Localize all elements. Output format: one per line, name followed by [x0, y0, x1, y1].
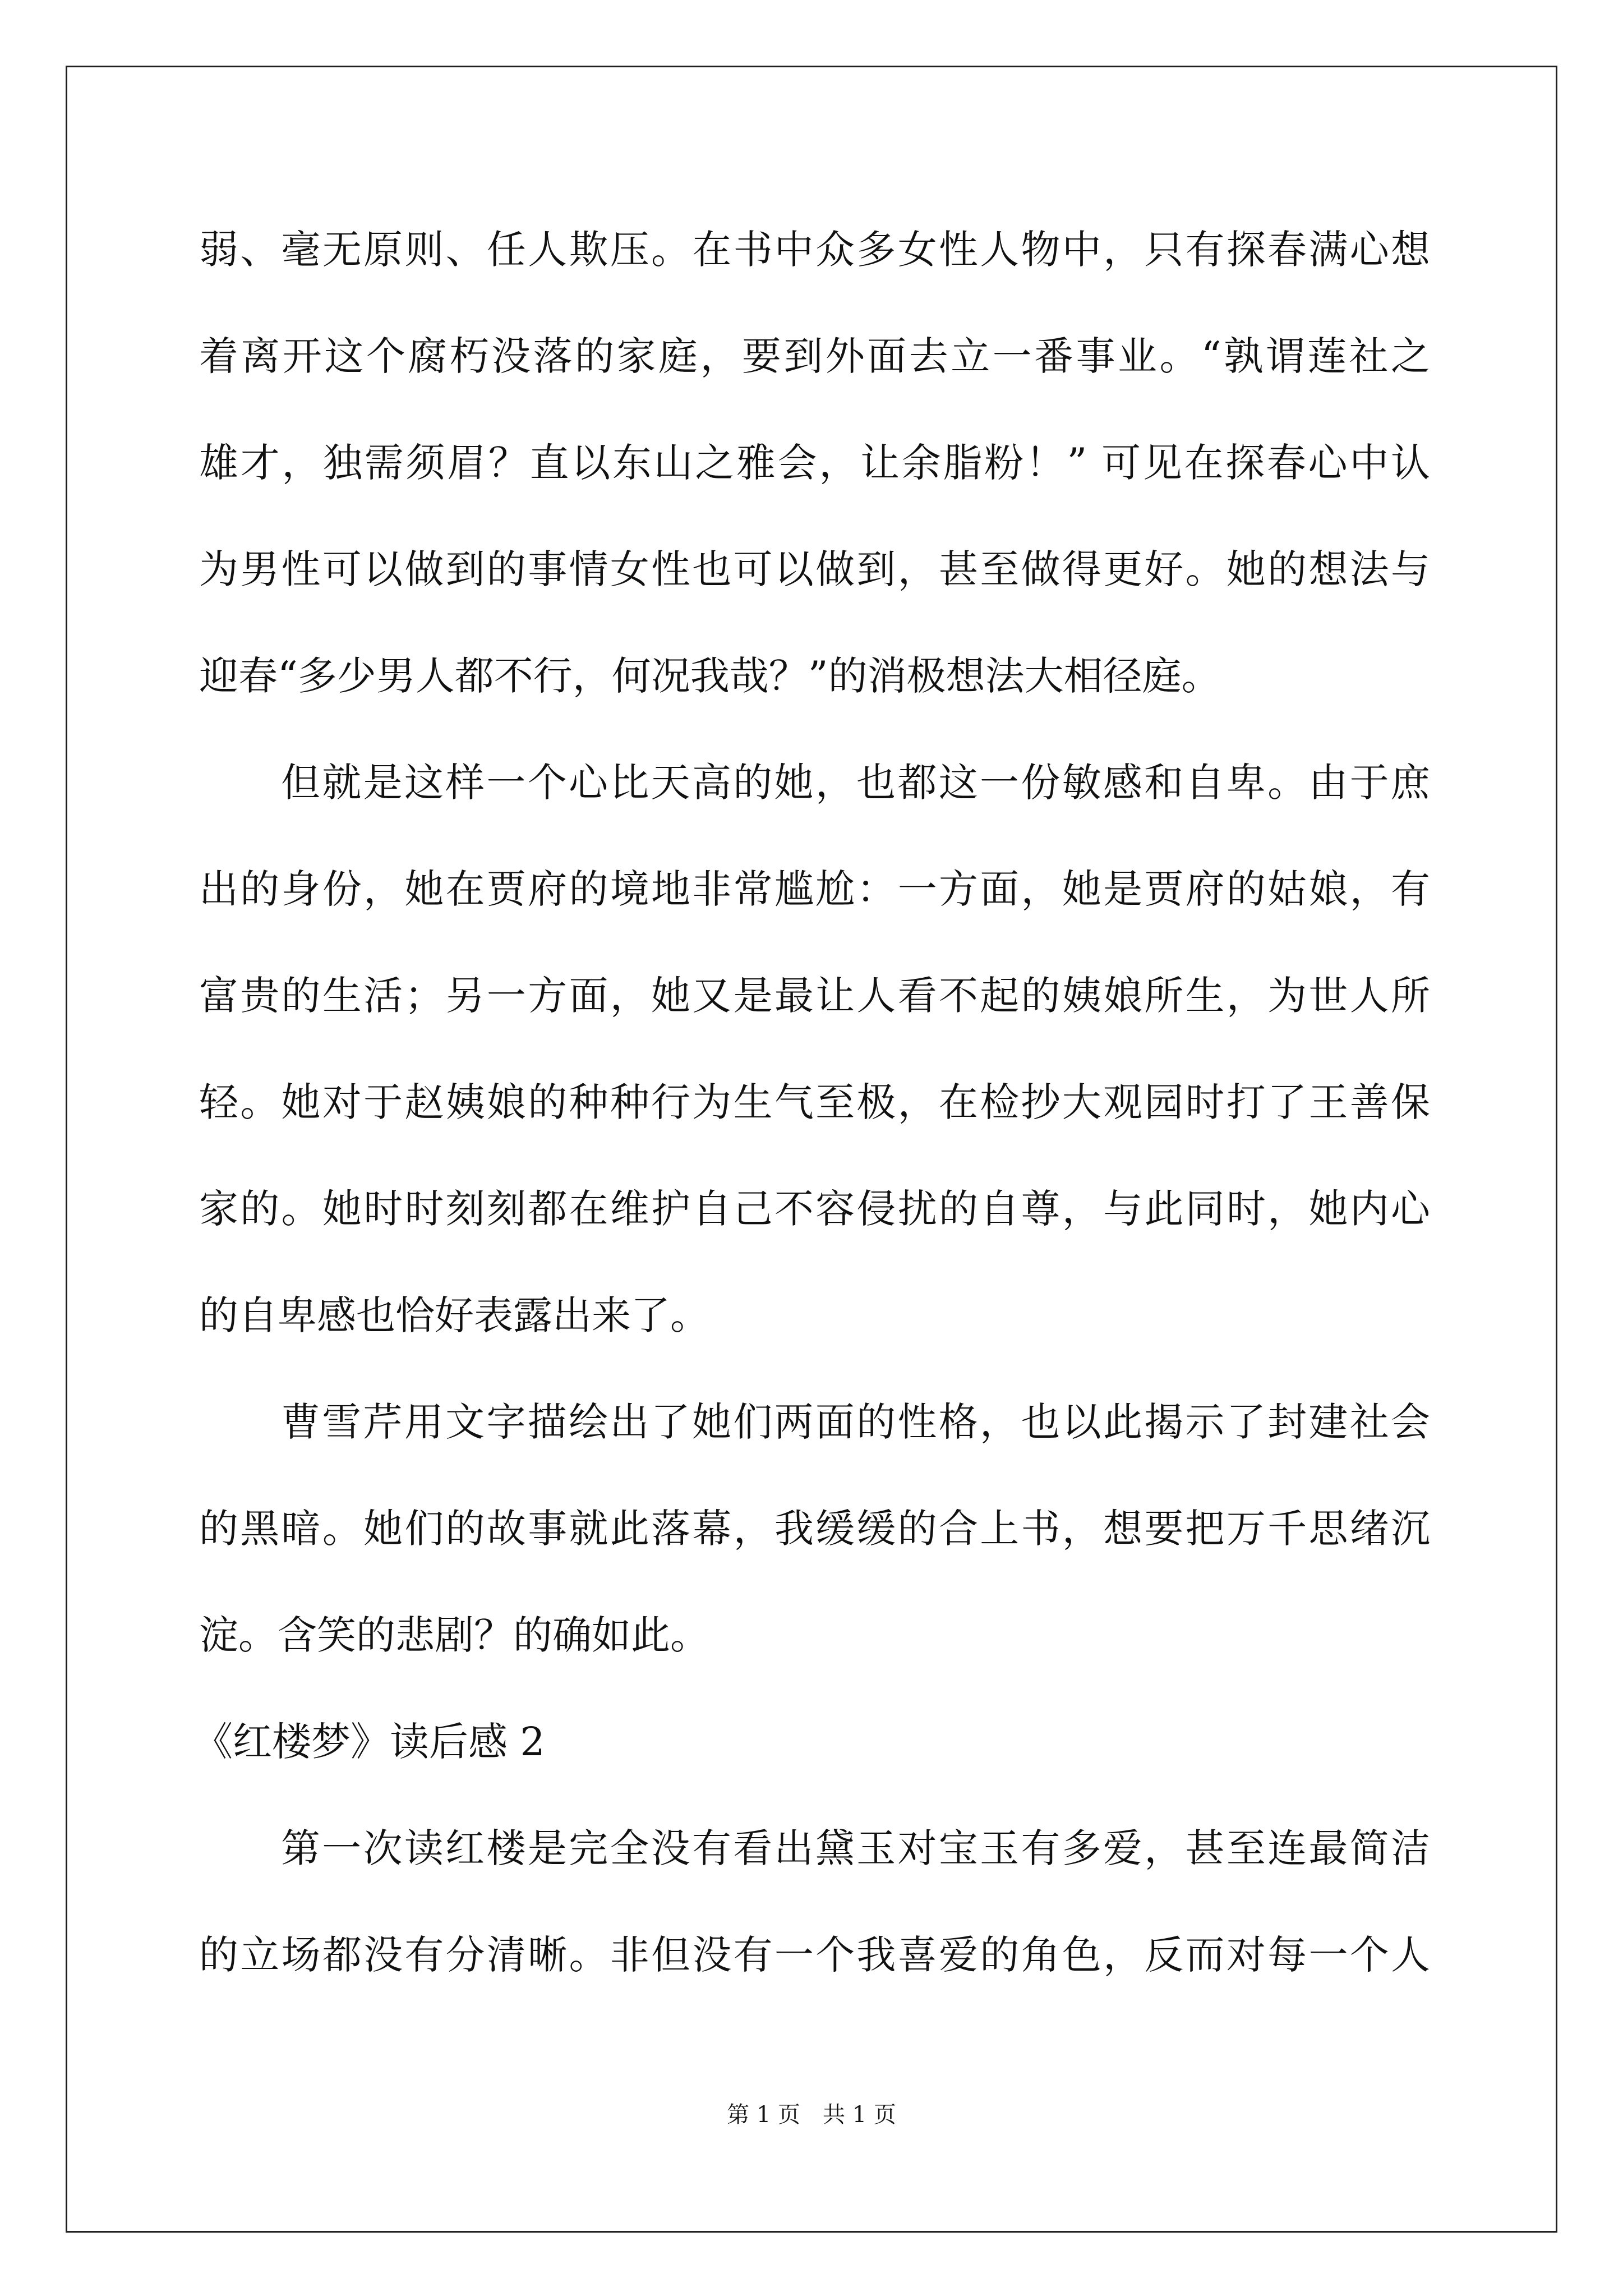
- page-footer: 第 1 页 共 1 页: [727, 2102, 896, 2128]
- text-line: 为男性可以做到的事情女性也可以做到，甚至做得更好。她的想法与: [199, 546, 1430, 592]
- text-line: 轻。她对于赵姨娘的种种行为生气至极，在检抄大观园时打了王善保: [199, 1079, 1430, 1125]
- text-line: 家的。她时时刻刻都在维护自己不容侵扰的自尊，与此同时，她内心: [199, 1186, 1430, 1232]
- page-border: [66, 66, 1557, 2233]
- text-line: 出的身份，她在贾府的境地非常尴尬：一方面，她是贾府的姑娘，有: [199, 866, 1430, 912]
- text-line: 雄才，独需须眉？直以东山之雅会，让余脂粉！” 可见在探春心中认: [199, 440, 1430, 486]
- paragraph-first-line: 曹雪芹用文字描绘出了她们两面的性格，也以此揭示了封建社会: [281, 1399, 1430, 1445]
- text-line: 弱、毫无原则、任人欺压。在书中众多女性人物中，只有探春满心想: [199, 227, 1430, 273]
- text-line: 着离开这个腐朽没落的家庭，要到外面去立一番事业。“孰谓莲社之: [199, 333, 1430, 379]
- text-line: 的黑暗。她们的故事就此落幕，我缓缓的合上书，想要把万千思绪沉: [199, 1506, 1430, 1552]
- paragraph-first-line: 但就是这样一个心比天高的她，也都这一份敏感和自卑。由于庶: [281, 760, 1430, 806]
- text-line: 迎春“多少男人都不行，何况我哉？”的消极想法大相径庭。: [199, 653, 1221, 699]
- section-heading: 《红楼梦》读后感 2: [193, 1719, 545, 1765]
- text-line: 的自卑感也恰好表露出来了。: [199, 1292, 709, 1338]
- text-line: 淀。含笑的悲剧？的确如此。: [199, 1612, 709, 1658]
- paragraph-first-line: 第一次读红楼是完全没有看出黛玉对宝玉有多爱，甚至连最简洁: [281, 1825, 1430, 1871]
- text-line: 富贵的生活；另一方面，她又是最让人看不起的姨娘所生，为世人所: [199, 973, 1430, 1019]
- text-line: 的立场都没有分清晰。非但没有一个我喜爱的角色，反而对每一个人: [199, 1932, 1430, 1978]
